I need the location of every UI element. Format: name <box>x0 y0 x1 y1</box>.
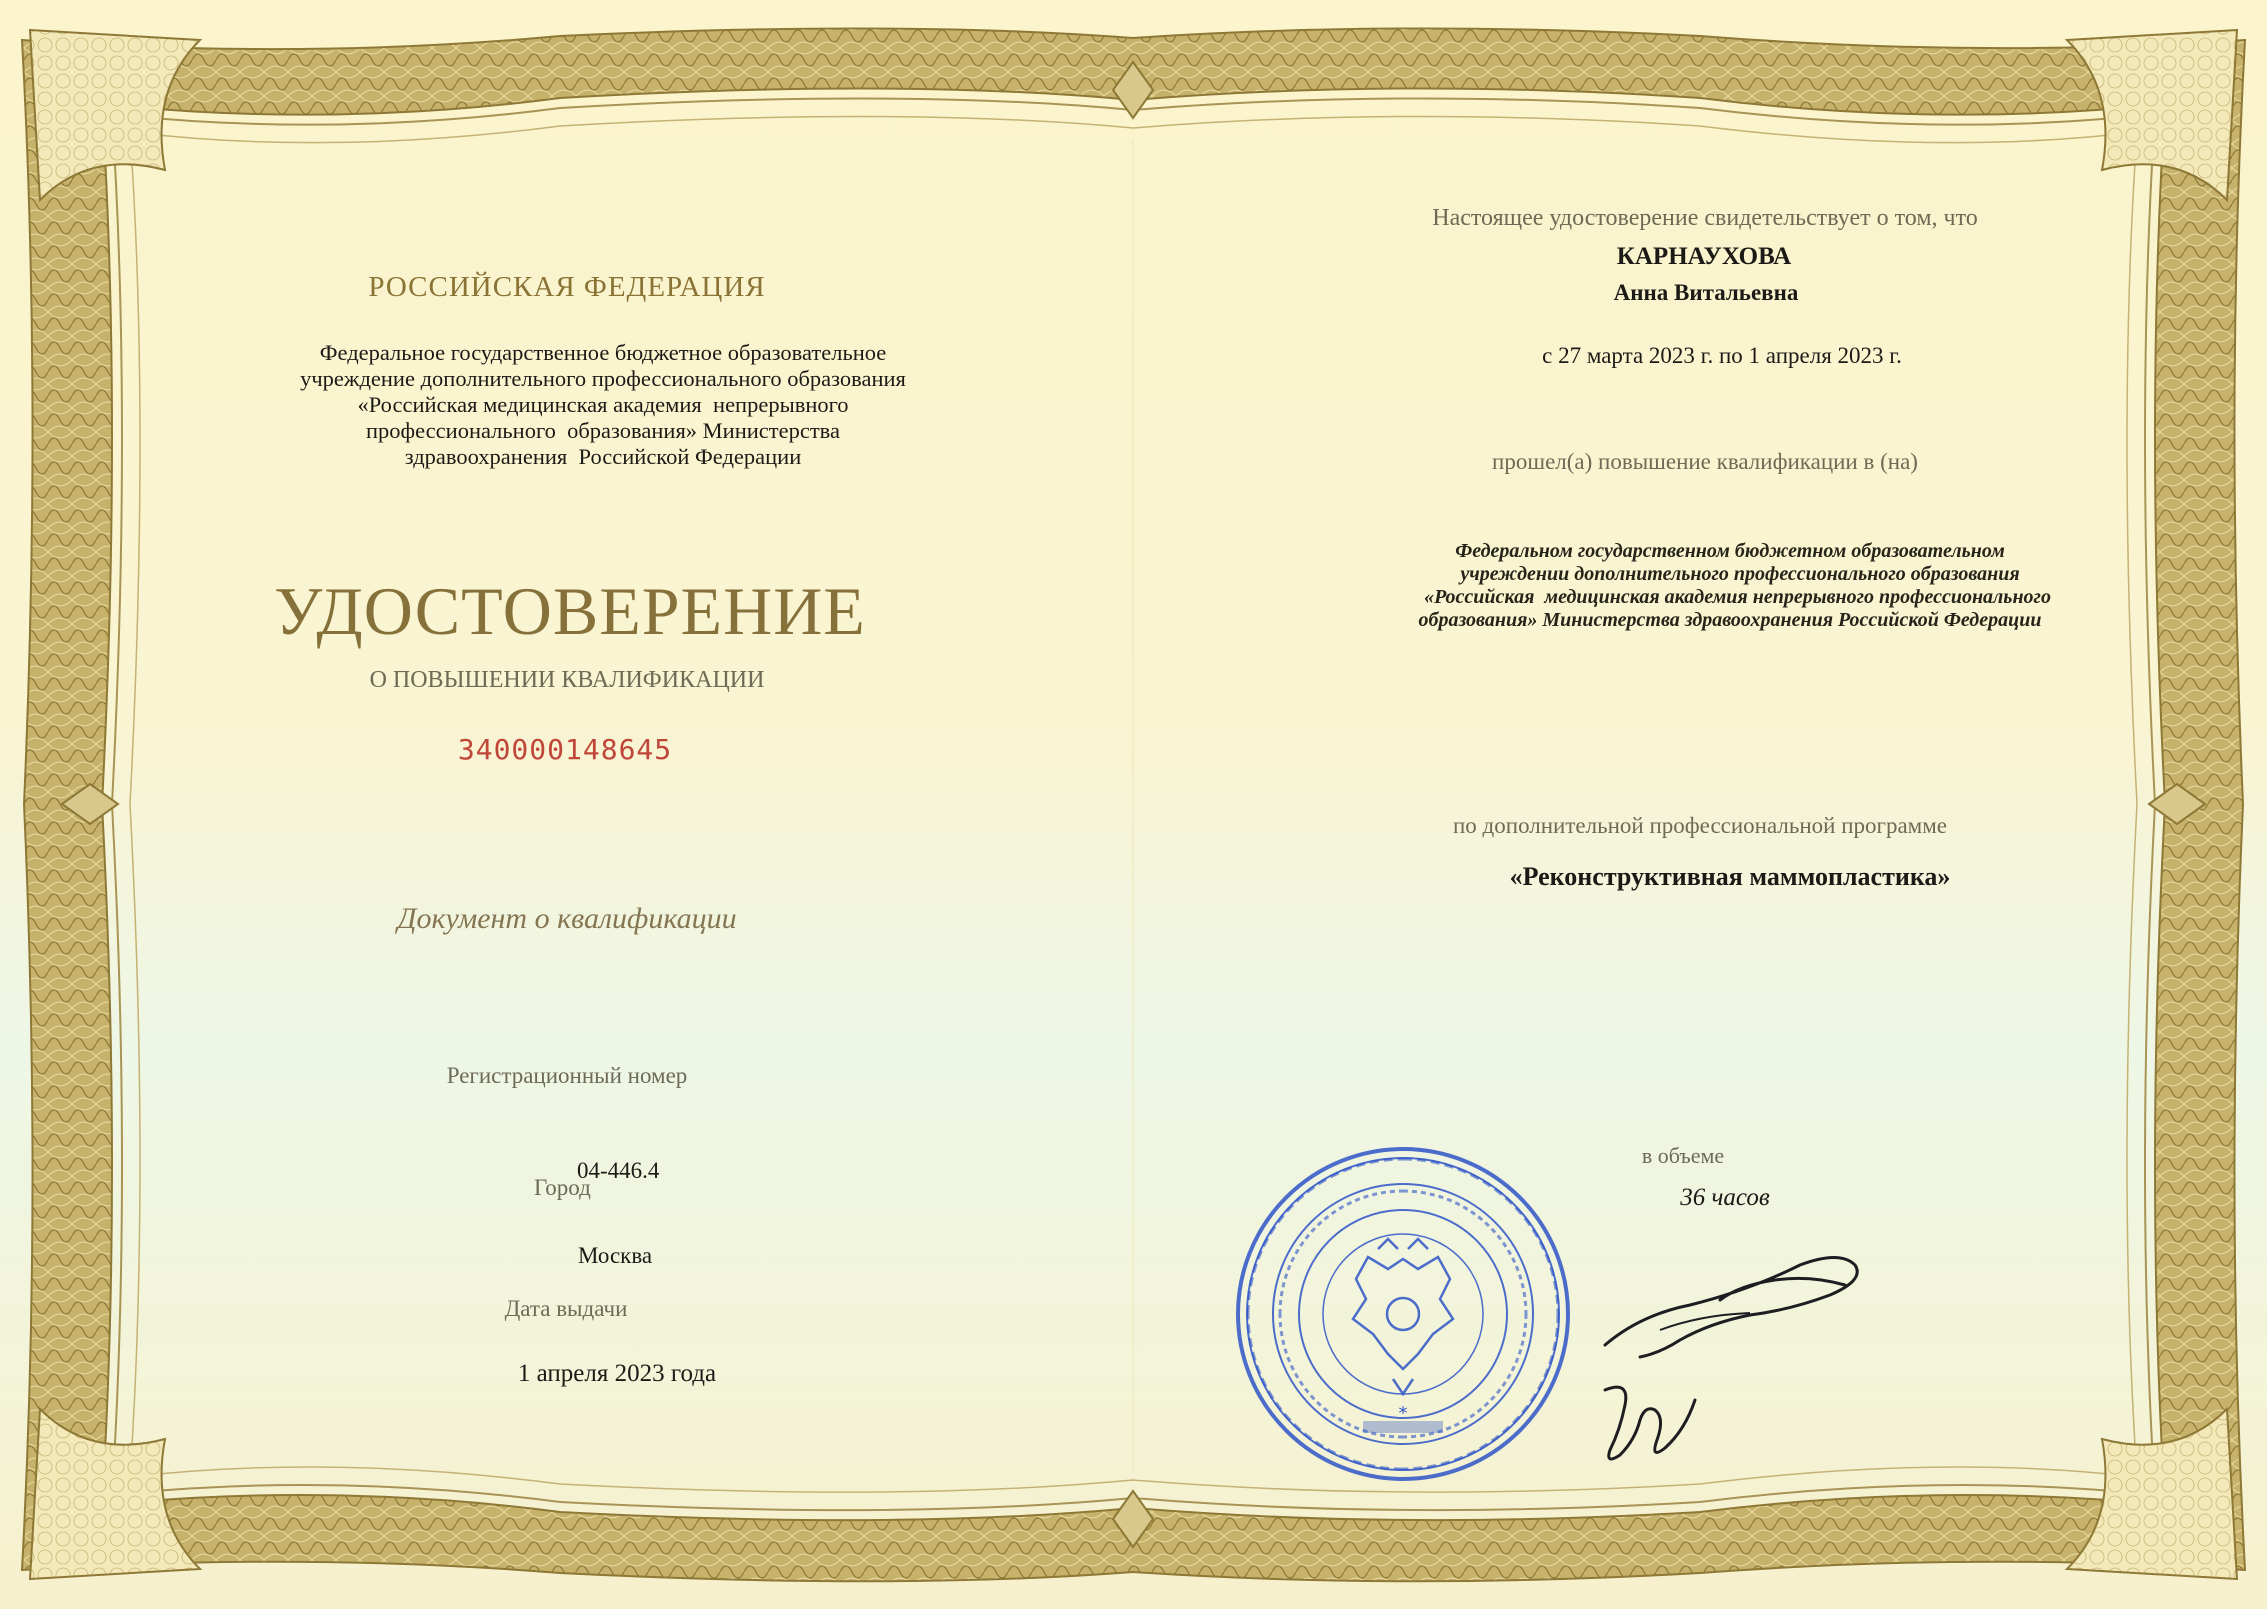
holder-surname: КАРНАУХОВА <box>1616 243 1792 270</box>
city-label: Город <box>534 1175 591 1200</box>
secretary-signature <box>1585 1360 1725 1480</box>
program-name: «Реконструктивная маммопластика» <box>1509 862 1951 891</box>
completed-text: прошел(а) повышение квалификации в (на) <box>1492 449 1918 474</box>
registration-label: Регистрационный номер <box>446 1063 688 1088</box>
document-subtitle: О ПОВЫШЕНИИ КВАЛИФИКАЦИИ <box>369 667 765 693</box>
country-name: РОССИЙСКАЯ ФЕДЕРАЦИЯ <box>368 271 766 303</box>
city-value: Москва <box>578 1243 653 1268</box>
issue-date: 1 апреля 2023 года <box>517 1360 717 1387</box>
director-signature <box>1600 1245 1900 1375</box>
holder-given-names: Анна Витальевна <box>1613 280 1799 305</box>
issuer-organization: Федеральное государственное бюджетное образовательное учреждение дополнительного профессионального образования «Российская медицинская академия непрерывного профессионального образования» Министерства здравоохранения Российской Федерации <box>300 340 906 469</box>
volume-value: 36 часов <box>1680 1184 1770 1211</box>
training-period: с 27 марта 2023 г. по 1 апреля 2023 г. <box>1542 343 1902 368</box>
registration-number: 04-446.4 <box>577 1158 660 1183</box>
official-seal-stamp <box>1228 1139 1578 1489</box>
document-type: Документ о квалификации <box>397 902 737 935</box>
serial-number: 340000148645 <box>457 733 673 766</box>
program-label: по дополнительной профессиональной программе <box>1453 813 1947 838</box>
svg-text:*: * <box>1398 1403 1408 1424</box>
volume-label: в объеме <box>1641 1143 1725 1168</box>
certifies-text: Настоящее удостоверение свидетельствует о том, что <box>1432 205 1978 231</box>
issue-date-label: Дата выдачи <box>504 1296 628 1321</box>
training-institution: Федеральном государственном бюджетном образовательном учреждении дополнительного профессионального образования «Российская медицинская академия непрерывного профессионального образования» Министерства здравоохранения Российской Федерации <box>1418 540 2051 631</box>
document-title: УДОСТОВЕРЕНИЕ <box>274 573 866 649</box>
